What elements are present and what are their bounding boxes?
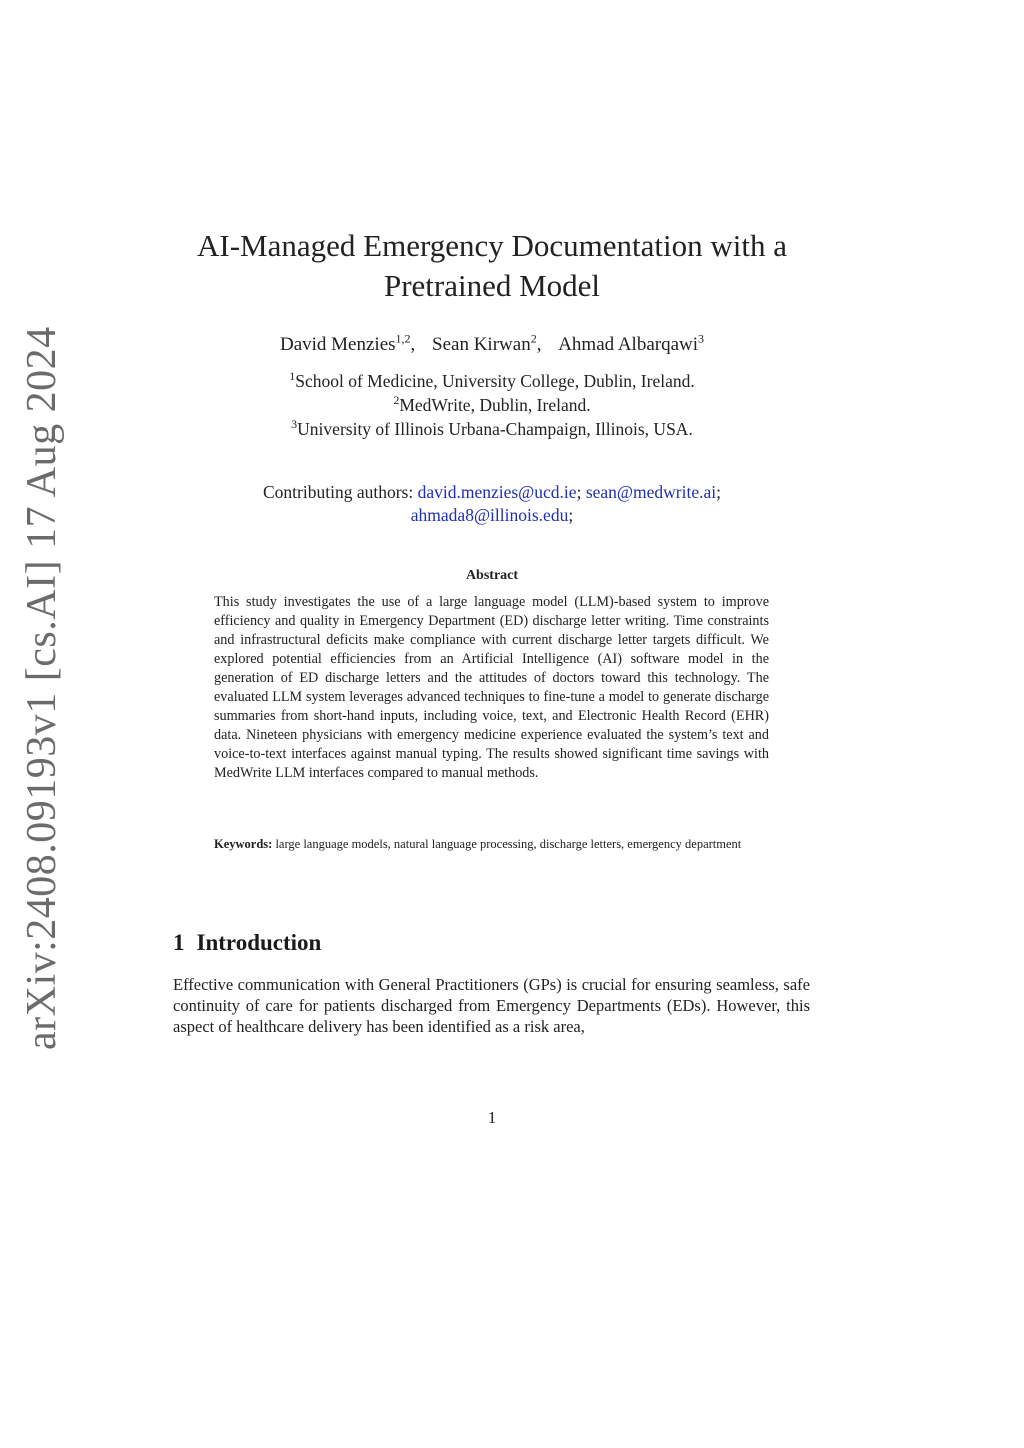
author-name: David Menzies [279,334,396,355]
contributing-authors [0,481,984,527]
keywords-block [214,836,769,853]
paper-title [0,226,984,306]
email-separator: ; [576,482,582,502]
email-link-menzies[interactable]: david.menzies@ucd.ie [417,482,577,502]
author-affiliation-marker: 1,2 [395,331,411,346]
author-name: Sean Kirwan [432,334,531,355]
affiliation-marker: 1 [289,369,296,384]
author-3 [558,331,705,355]
affiliation-text: MedWrite, Dublin, Ireland. [399,395,591,415]
author-separator: , [410,334,416,355]
contributing-line-2 [0,504,984,527]
author-1 [279,331,416,355]
affiliation-marker: 2 [393,393,400,408]
page-number: 1 [487,1108,497,1127]
abstract-heading: Abstract [465,568,519,583]
contributing-line-1 [0,481,984,504]
email-separator: ; [716,482,721,502]
email-link-kirwan[interactable]: sean@medwrite.ai [585,482,717,502]
keywords-text: large language models, natural language processing, discharge letters, emergency department [275,837,742,851]
introduction-paragraph: Effective communication with General Practitioners (GPs) is crucial for ensuring seamless, safe continuity of care for patients discharged from Emergency Departments (EDs). However, this aspect of healthcare delivery has been identified as a risk area, [173,975,810,1036]
contributing-label: Contributing authors: [263,482,414,502]
author-list [0,331,984,356]
affiliation-list [0,369,984,441]
affiliation-2 [0,393,984,417]
affiliation-text: University of Illinois Urbana-Champaign, Illinois, USA. [297,419,693,439]
author-2 [432,331,542,355]
author-affiliation-marker: 3 [698,331,705,346]
section-title-text: Introduction [196,930,322,955]
paper-title-line-1: AI-Managed Emergency Documentation with a [197,228,787,263]
affiliation-text: School of Medicine, University College, Dublin, Ireland. [295,371,695,391]
email-link-albarqawi[interactable]: ahmada8@illinois.edu [410,505,569,525]
keywords-label: Keywords: [214,837,273,851]
arxiv-identifier-stamp: arXiv:2408.09193v1 [cs.AI] 17 Aug 2024 [19,326,65,1050]
paper-title-line-2: Pretrained Model [383,268,601,303]
affiliation-1 [0,369,984,393]
author-affiliation-marker: 2 [530,331,537,346]
author-name: Ahmad Albarqawi [558,334,699,355]
section-heading-introduction [173,930,321,956]
affiliation-3 [0,417,984,441]
author-separator: , [536,334,542,355]
email-separator: ; [568,505,574,525]
affiliation-marker: 3 [291,417,298,432]
abstract-text: This study investigates the use of a large language model (LLM)-based system to improve efficiency and quality in Emergency Department (ED) discharge letter writing. Time constraints and infrastructural deficits make compliance with current discharge letter targets difficult. We explored potential efficiencies from an Artificial Intelligence (AI) software model in the generation of ED discharge letters and the attitudes of doctors toward this technology. The evaluated LLM system leverages advanced techniques to fine-tune a model to generate discharge summaries from short-hand inputs, including voice, text, and Electronic Health Record (EHR) data. Nineteen physicians with emergency medicine experience evaluated the system’s text and voice-to-text interfaces against manual typing. The results showed significant time savings with MedWrite LLM interfaces compared to manual methods. [214,594,769,781]
section-number: 1 [173,930,185,955]
